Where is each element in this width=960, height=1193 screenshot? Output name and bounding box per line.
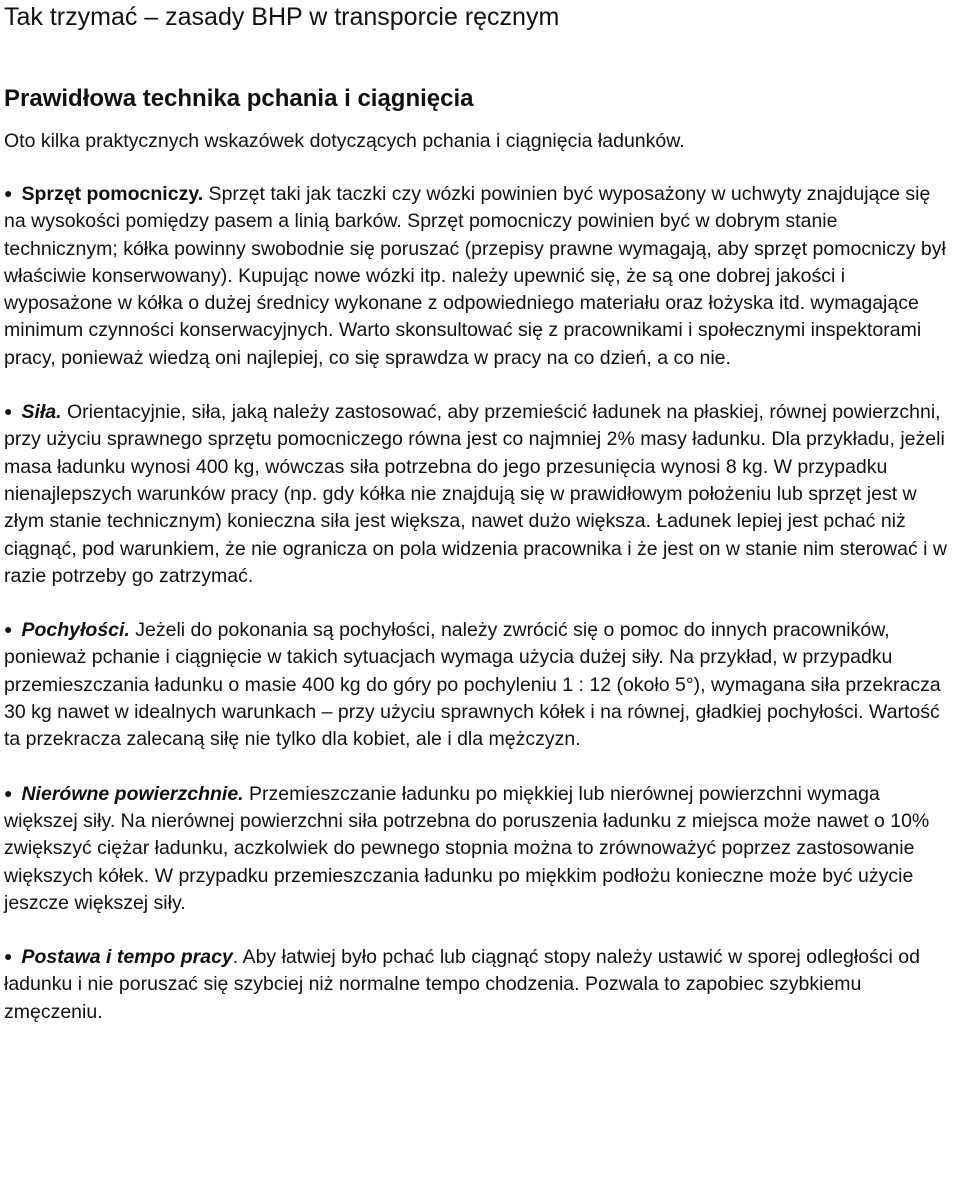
tip-name: Postawa i tempo pracy <box>21 946 233 969</box>
section-heading: Prawidłowa technika pchania i ciągnięcia <box>4 85 474 112</box>
tip-text: Orientacyjnie, siła, jaką należy zastosować, aby przemieścić ładunek na płaskiej, równej powierzchni, przy użyciu sprawnego sprzętu pomocniczego równa jest co najmniej 2% masy ładunku. Dla przykładu, jeżeli masa ładunku wynosi 400 kg, wówczas siła potrzebna do jego przesunięcia wynosi 8 kg. W przypadku nienajlepszych warunków pracy (np. gdy kółka nie znajdują się w prawidłowym położeniu lub sprzęt jest w złym stanie technicznym) konieczna siła jest większa, nawet dużo większa. Ładunek lepiej jest pchać niż ciągnąć, pod warunkiem, że nie ogranicza on pola widzenia pracownika i że jest on w stanie nim sterować i w razie potrzeby go zatrzymać. <box>4 401 947 587</box>
tip-name: Pochyłości. <box>21 619 130 642</box>
tip-force <box>4 398 952 590</box>
tips-list <box>4 180 952 1026</box>
bullet-icon: ● <box>4 403 13 420</box>
tip-slopes <box>4 616 952 753</box>
tip-name: Sprzęt pomocniczy. <box>21 183 204 205</box>
tip-text: Przemieszczanie ładunku po miękkiej lub nierównej powierzchni wymaga większej siły. Na nierównej powierzchni siła potrzebna do poruszenia ładunku z miejsca może nawet o 10% zwiększyć ciężar ładunku, aczkolwiek do pewnego stopnia można to zrównoważyć poprzez zastosowanie większych kółek. W przypadku przemieszczania ładunku po miękkim podłożu konieczne może być użycie jeszcze większej siły. <box>4 782 930 914</box>
tip-text: Jeżeli do pokonania są pochyłości, należy zwrócić się o pomoc do innych pracowników, ponieważ pchanie i ciągnięcie w takich sytuacjach wymaga użycia dużej siły. Na przykład, w przypadku przemieszczania ładunku o masie 400 kg do góry po pochyleniu 1 : 12 (około 5°), wymagana siła przekracza 30 kg nawet w idealnych warunkach – przy użyciu sprawnych kółek i na równej, gładkiej pochyłości. Wartość ta przekracza zalecaną siłę nie tylko dla kobiet, ale i dla mężczyzn. <box>4 619 941 751</box>
tip-name: Nierówne powierzchnie. <box>21 782 244 805</box>
bullet-icon: ● <box>4 621 13 638</box>
tip-name: Siła. <box>21 401 62 424</box>
bullet-icon: ● <box>4 185 13 201</box>
tip-equipment <box>4 180 952 372</box>
tip-text: . Aby łatwiej było pchać lub ciągnąć stopy należy ustawić w sporej odległości od ładunku i nie poruszać się szybciej niż normalne tempo chodzenia. Pozwala to zapobiec szybkiemu zmęczeniu. <box>4 946 921 1023</box>
tip-uneven-surfaces <box>4 780 952 917</box>
tip-posture-pace <box>4 943 952 1026</box>
tip-text: Sprzęt taki jak taczki czy wózki powinien być wyposażony w uchwyty znajdujące się na wysokości pomiędzy pasem a linią barków. Sprzęt pomocniczy powinien być w dobrym stanie technicznym; kółka powinny swobodnie się poruszać (przepisy prawne wymagają, aby sprzęt pomocniczy był właściwie konserwowany). Kupując nowe wózki itp. należy upewnić się, że są one dobrej jakości i wyposażone w kółka o dużej średnicy wykonane z odpowiedniego materiału oraz łożyska itd. wymagające minimum czynności konserwacyjnych. Warto skonsultować się z pracownikami i społecznymi inspektorami pracy, ponieważ wiedzą oni najlepiej, co się sprawdza w pracy na co dzień, a co nie. <box>4 183 946 369</box>
document-title: Tak trzymać – zasady BHP w transporcie ręcznym <box>4 3 560 31</box>
bullet-icon: ● <box>4 784 13 801</box>
intro-paragraph: Oto kilka praktycznych wskazówek dotyczących pchania i ciągnięcia ładunków. <box>4 130 685 152</box>
bullet-icon: ● <box>4 948 13 965</box>
